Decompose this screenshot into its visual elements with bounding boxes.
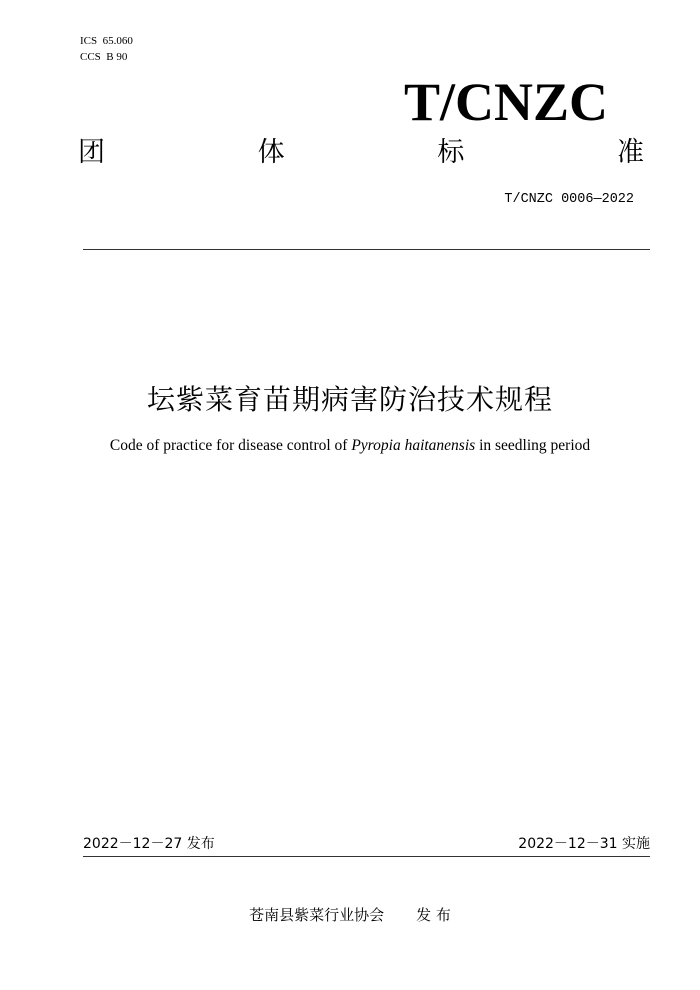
issue-date: 2022－12－27 发布 [83, 836, 215, 852]
date-row [83, 834, 650, 854]
publisher-action: 发 布 [416, 906, 451, 924]
ics-code: ICS 65.060 [80, 35, 133, 47]
title-english-prefix: Code of practice for disease control of [109, 437, 352, 454]
brand-logo-text: T/CNZC [403, 72, 608, 132]
standard-type-char: 团 [78, 137, 105, 168]
bottom-divider [83, 856, 650, 857]
top-divider [83, 249, 650, 250]
standard-type-char: 体 [257, 137, 285, 168]
title-english [0, 436, 700, 456]
standard-type-char: 准 [616, 137, 644, 168]
ccs-code: CCS B 90 [80, 51, 128, 63]
standard-type [78, 133, 644, 173]
publisher [0, 904, 700, 926]
standard-type-char: 标 [437, 137, 465, 168]
standard-number: T/CNZC 0006—2022 [504, 192, 634, 207]
title-english-species: Pyropia haitanensis [351, 437, 476, 454]
classification-codes [80, 33, 133, 65]
publisher-name: 苍南县紫菜行业协会 [249, 906, 385, 924]
title-chinese: 坛紫菜育苗期病害防治技术规程 [146, 383, 553, 416]
implement-date: 2022－12－31 实施 [518, 836, 650, 852]
title-english-suffix: in seedling period [475, 437, 591, 454]
